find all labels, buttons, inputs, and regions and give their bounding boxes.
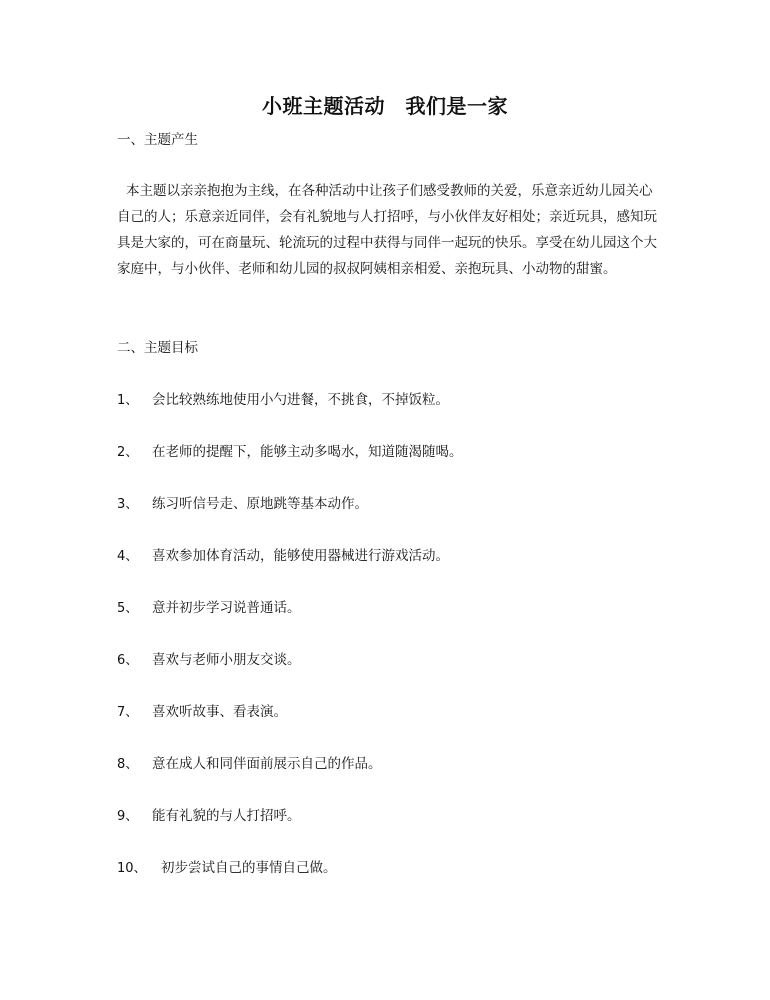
goal-number: 9、 — [117, 809, 139, 824]
goal-item-9 — [117, 804, 301, 824]
goal-item-10 — [117, 856, 337, 876]
origin-paragraph: 本主题以亲亲抱抱为主线，在各种活动中让孩子们感受教师的关爱，乐意亲近幼儿园关心自己的人；乐意亲近同伴，会有礼貌地与人打招呼，与小伙伴友好相处；亲近玩具，感知玩具是大家的，可在商量玩、轮流玩的过程中获得与同伴一起玩的快乐。享受在幼儿园这个大家庭中，与小伙伴、老师和幼儿园的叔叔阿姨相亲相爱、亲抱玩具、小动物的甜蜜。 — [117, 183, 657, 277]
goal-item-8 — [117, 752, 382, 772]
goal-text: 初步尝试自己的事情自己做。 — [161, 860, 337, 876]
goal-item-7 — [117, 700, 287, 720]
goal-text: 意在成人和同伴面前展示自己的作品。 — [152, 756, 382, 772]
section-heading-goals: 二、主题目标 — [117, 340, 198, 356]
goal-number: 1、 — [117, 393, 139, 408]
goal-number: 7、 — [117, 705, 139, 720]
goal-item-4 — [117, 544, 449, 564]
section-heading-origin: 一、主题产生 — [117, 132, 198, 148]
goal-text: 喜欢听故事、看表演。 — [152, 704, 287, 720]
goal-text: 在老师的提醒下，能够主动多喝水，知道随渴随喝。 — [152, 444, 463, 460]
goal-number: 8、 — [117, 757, 139, 772]
goal-text: 能有礼貌的与人打招呼。 — [152, 808, 301, 824]
goal-number: 3、 — [117, 497, 139, 512]
goal-number: 10、 — [117, 861, 147, 876]
document-title: 小班主题活动 我们是一家 — [262, 94, 508, 118]
goal-item-5 — [117, 596, 301, 616]
goal-item-2 — [117, 440, 463, 460]
goal-item-3 — [117, 492, 368, 512]
goal-number: 5、 — [117, 601, 139, 616]
goal-number: 4、 — [117, 549, 139, 564]
goal-number: 6、 — [117, 653, 139, 668]
goal-text: 练习听信号走、原地跳等基本动作。 — [152, 496, 368, 512]
goal-text: 喜欢与老师小朋友交谈。 — [152, 652, 301, 668]
goal-text: 意并初步学习说普通话。 — [152, 600, 301, 616]
goal-text: 会比较熟练地使用小勺进餐，不挑食，不掉饭粒。 — [152, 392, 449, 408]
goal-item-6 — [117, 648, 301, 668]
goal-text: 喜欢参加体育活动，能够使用器械进行游戏活动。 — [152, 548, 449, 564]
goal-item-1 — [117, 388, 449, 408]
goal-number: 2、 — [117, 445, 139, 460]
